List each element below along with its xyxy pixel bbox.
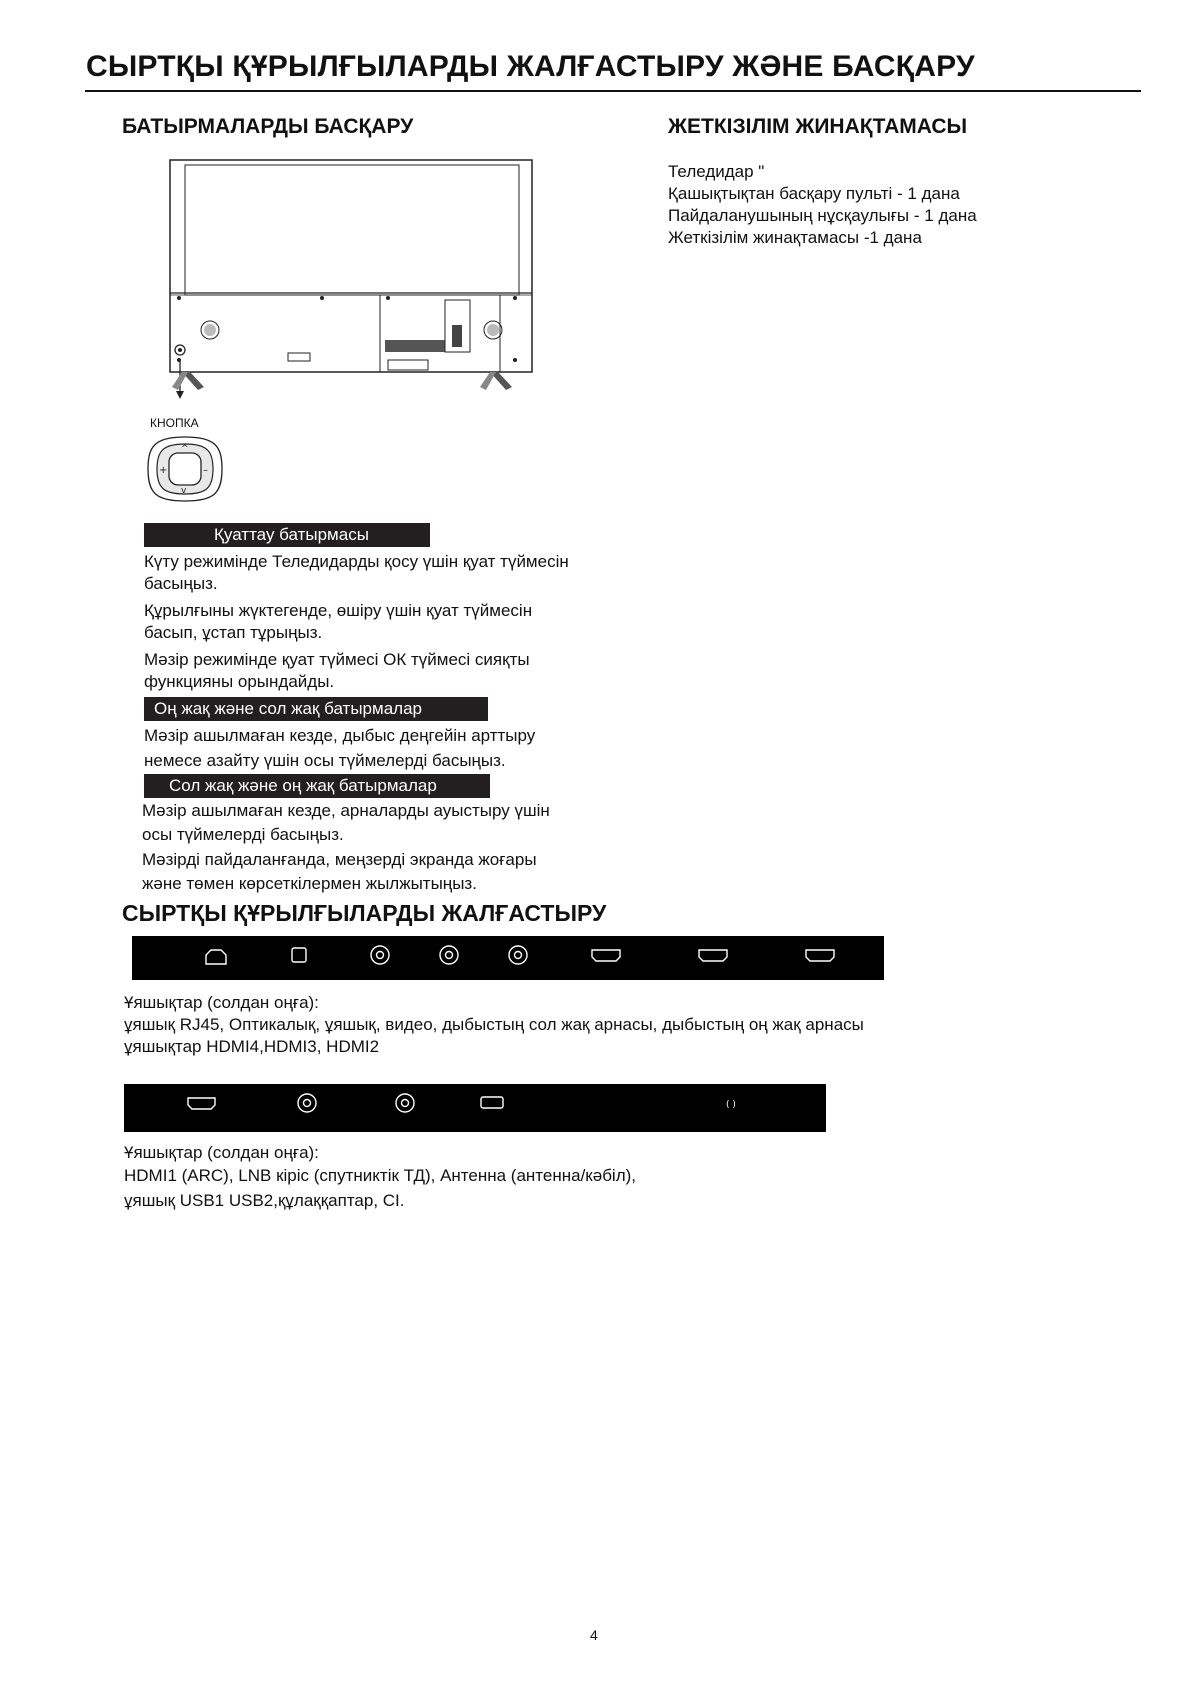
package-item: Пайдаланушының нұсқаулығы - 1 дана xyxy=(668,206,977,225)
svg-text:–: – xyxy=(203,465,208,476)
panel1-caption: Ұяшықтар (солдан оңға): xyxy=(124,993,319,1012)
hdmi2-icon xyxy=(806,950,834,961)
package-item: Қашықтықтан басқару пульті - 1 дана xyxy=(668,184,960,203)
button-label: КНОПКА xyxy=(150,416,199,430)
optical-icon xyxy=(292,948,306,962)
svg-text:+: + xyxy=(159,465,168,476)
hdmi3-icon xyxy=(699,950,727,961)
package-item: Жеткізілім жинақтамасы -1 дана xyxy=(668,228,922,247)
left-right-text: және төмен көрсеткілермен жылжытыңыз. xyxy=(142,874,477,893)
tv-back-illustration xyxy=(160,155,540,405)
rj45-icon xyxy=(206,950,226,964)
panel2-ports-line: HDMI1 (ARC), LNB кіріс (спутниктік ТД), Антенна (антенна/кәбіл), xyxy=(124,1166,637,1185)
svg-text:^: ^ xyxy=(181,444,189,454)
panel1-ports-line: ұяшық RJ45, Оптикалық, ұяшық, видео, дыбыстың сол жақ арнасы, дыбыстың оң жақ арнасы xyxy=(124,1015,864,1034)
power-text: Құрылғыны жүктегенде, өшіру үшін қуат түймесін xyxy=(144,601,533,620)
hdmi1-icon xyxy=(188,1098,215,1109)
panel1-ports-line: ұяшықтар HDMI4,HDMI3, HDMI2 xyxy=(124,1037,380,1056)
control-button-illustration xyxy=(145,434,225,504)
package-item: Теледидар " xyxy=(668,162,765,181)
connector-panel-2 xyxy=(124,1084,826,1132)
power-text: функцияны орындайды. xyxy=(144,672,335,691)
ci-slot-icon: ( ) xyxy=(726,1100,736,1110)
power-text: басыңыз. xyxy=(144,574,218,593)
antenna-jack-icon xyxy=(396,1094,414,1112)
left-right-text: осы түймелерді басыңыз. xyxy=(142,825,344,844)
power-button-label: Қуаттау батырмасы xyxy=(144,523,430,547)
power-text: Күту режимінде Теледидарды қосу үшін қуат түймесін xyxy=(144,552,569,571)
left-right-buttons-label: Сол жақ және оң жақ батырмалар xyxy=(144,774,490,798)
page-number: 4 xyxy=(590,1627,598,1643)
buttons-section-heading: БАТЫРМАЛАРДЫ БАСҚАРУ xyxy=(122,115,414,138)
right-left-text: немесе азайту үшін осы түймелерді басыңыз. xyxy=(144,751,506,770)
package-heading: ЖЕТКІЗІЛІМ ЖИНАҚТАМАСЫ xyxy=(668,115,968,138)
title-divider xyxy=(85,90,1141,92)
connect-section-heading: СЫРТҚЫ ҚҰРЫЛҒЫЛАРДЫ ЖАЛҒАСТЫРУ xyxy=(122,900,607,926)
right-left-buttons-label: Оң жақ және сол жақ батырмалар xyxy=(144,697,488,721)
lnb-jack-icon xyxy=(298,1094,316,1112)
hdmi4-icon xyxy=(592,950,620,961)
right-left-text: Мәзір ашылмаған кезде, дыбыс деңгейін арттыру xyxy=(144,726,536,745)
left-right-text: Мәзір ашылмаған кезде, арналарды ауыстыру үшін xyxy=(142,801,550,820)
svg-text:v: v xyxy=(181,486,187,496)
panel2-caption: Ұяшықтар (солдан оңға): xyxy=(124,1143,319,1162)
power-text: Мәзір режимінде қуат түймесі ОК түймесі сияқты xyxy=(144,650,530,669)
panel2-ports-line: ұяшық USB1 USB2,құлаққаптар, CI. xyxy=(124,1191,405,1210)
page-title: СЫРТҚЫ ҚҰРЫЛҒЫЛАРДЫ ЖАЛҒАСТЫРУ ЖӘНЕ БАСҚАРУ xyxy=(86,50,975,83)
audio-right-jack-icon xyxy=(509,946,527,964)
usb-icon xyxy=(481,1097,503,1108)
connector-panel-1 xyxy=(132,936,884,980)
power-text: басып, ұстап тұрыңыз. xyxy=(144,623,323,642)
left-right-text: Мәзірді пайдаланғанда, меңзерді экранда жоғары xyxy=(142,850,537,869)
audio-left-jack-icon xyxy=(440,946,458,964)
video-jack-icon xyxy=(371,946,389,964)
